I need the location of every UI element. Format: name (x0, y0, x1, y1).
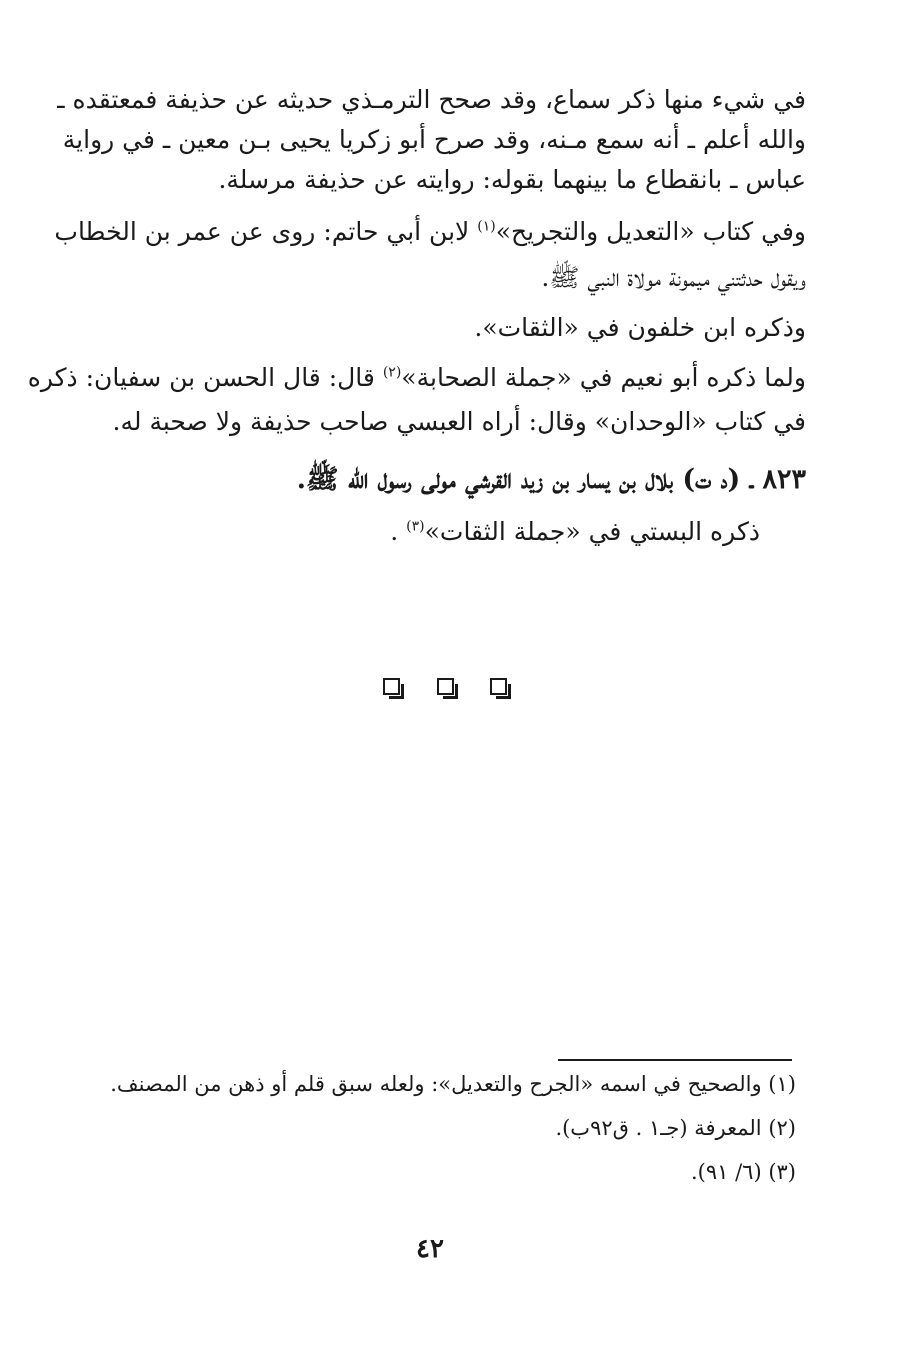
square-ornament-icon (437, 678, 454, 695)
text-line-4 (54, 212, 806, 252)
text-segment: لابن أبي حاتم: روى عن عمر بن الخطاب (54, 217, 470, 246)
text-segment: ولما ذكره أبو نعيم في «جملة الصحابة» (401, 363, 806, 392)
text-segment: . (390, 517, 399, 546)
entry-heading: ٨٢٣ ـ (د ت) بلال بن يسار بن زيد القرشي مولى رسول الله ﷺ. (296, 464, 806, 495)
footnote-ref-3: (٣) (406, 518, 425, 535)
text-line-6: وذكره ابن خلفون في «الثقات». (474, 313, 806, 342)
text-line-5: ويقول حدثتني ميمونة مولاة النبي ﷺ. (541, 263, 806, 292)
text-line-2: والله أعلم ـ أنه سمع مـنه، وقد صرح أبو زكريا يحيى بـن معين ـ في رواية (62, 125, 806, 154)
text-line-8: في كتاب «الوحدان» وقال: أراه العبسي صاحب حذيفة ولا صحبة له. (112, 407, 806, 436)
footnote-separator (558, 1059, 792, 1061)
footnote-ref-2: (٢) (382, 364, 402, 381)
square-ornament-icon (490, 678, 507, 695)
square-ornament-icon (383, 678, 400, 695)
text-line-7 (27, 358, 806, 398)
section-divider-ornament (383, 676, 507, 700)
text-line-3: عباس ـ بانقطاع ما بينهما بقوله: روايته عن حذيفة مرسلة. (218, 165, 806, 194)
text-segment: قال: قال الحسن بن سفيان: ذكره (27, 363, 375, 392)
text-line-1: في شيء منها ذكر سماع، وقد صحح الترمـذي حديثه عن حذيفة فمعتقده ـ (57, 85, 806, 114)
footnote-3: (٣) (٦/ ٩١). (690, 1160, 796, 1184)
page-number: ٤٢ (416, 1234, 444, 1264)
footnote-2: (٢) المعرفة (جـ١ . ق٩٢ب). (555, 1116, 796, 1140)
text-line-9 (96, 512, 760, 552)
text-segment: ذكره البستي في «جملة الثقات» (424, 517, 760, 546)
footnote-ref-1: (١) (477, 218, 496, 235)
footnote-1: (١) والصحيح في اسمه «الجرح والتعديل»: ولعله سبق قلم أو ذهن من المصنف. (110, 1072, 796, 1096)
text-segment: وفي كتاب «التعديل والتجريح» (495, 217, 806, 246)
